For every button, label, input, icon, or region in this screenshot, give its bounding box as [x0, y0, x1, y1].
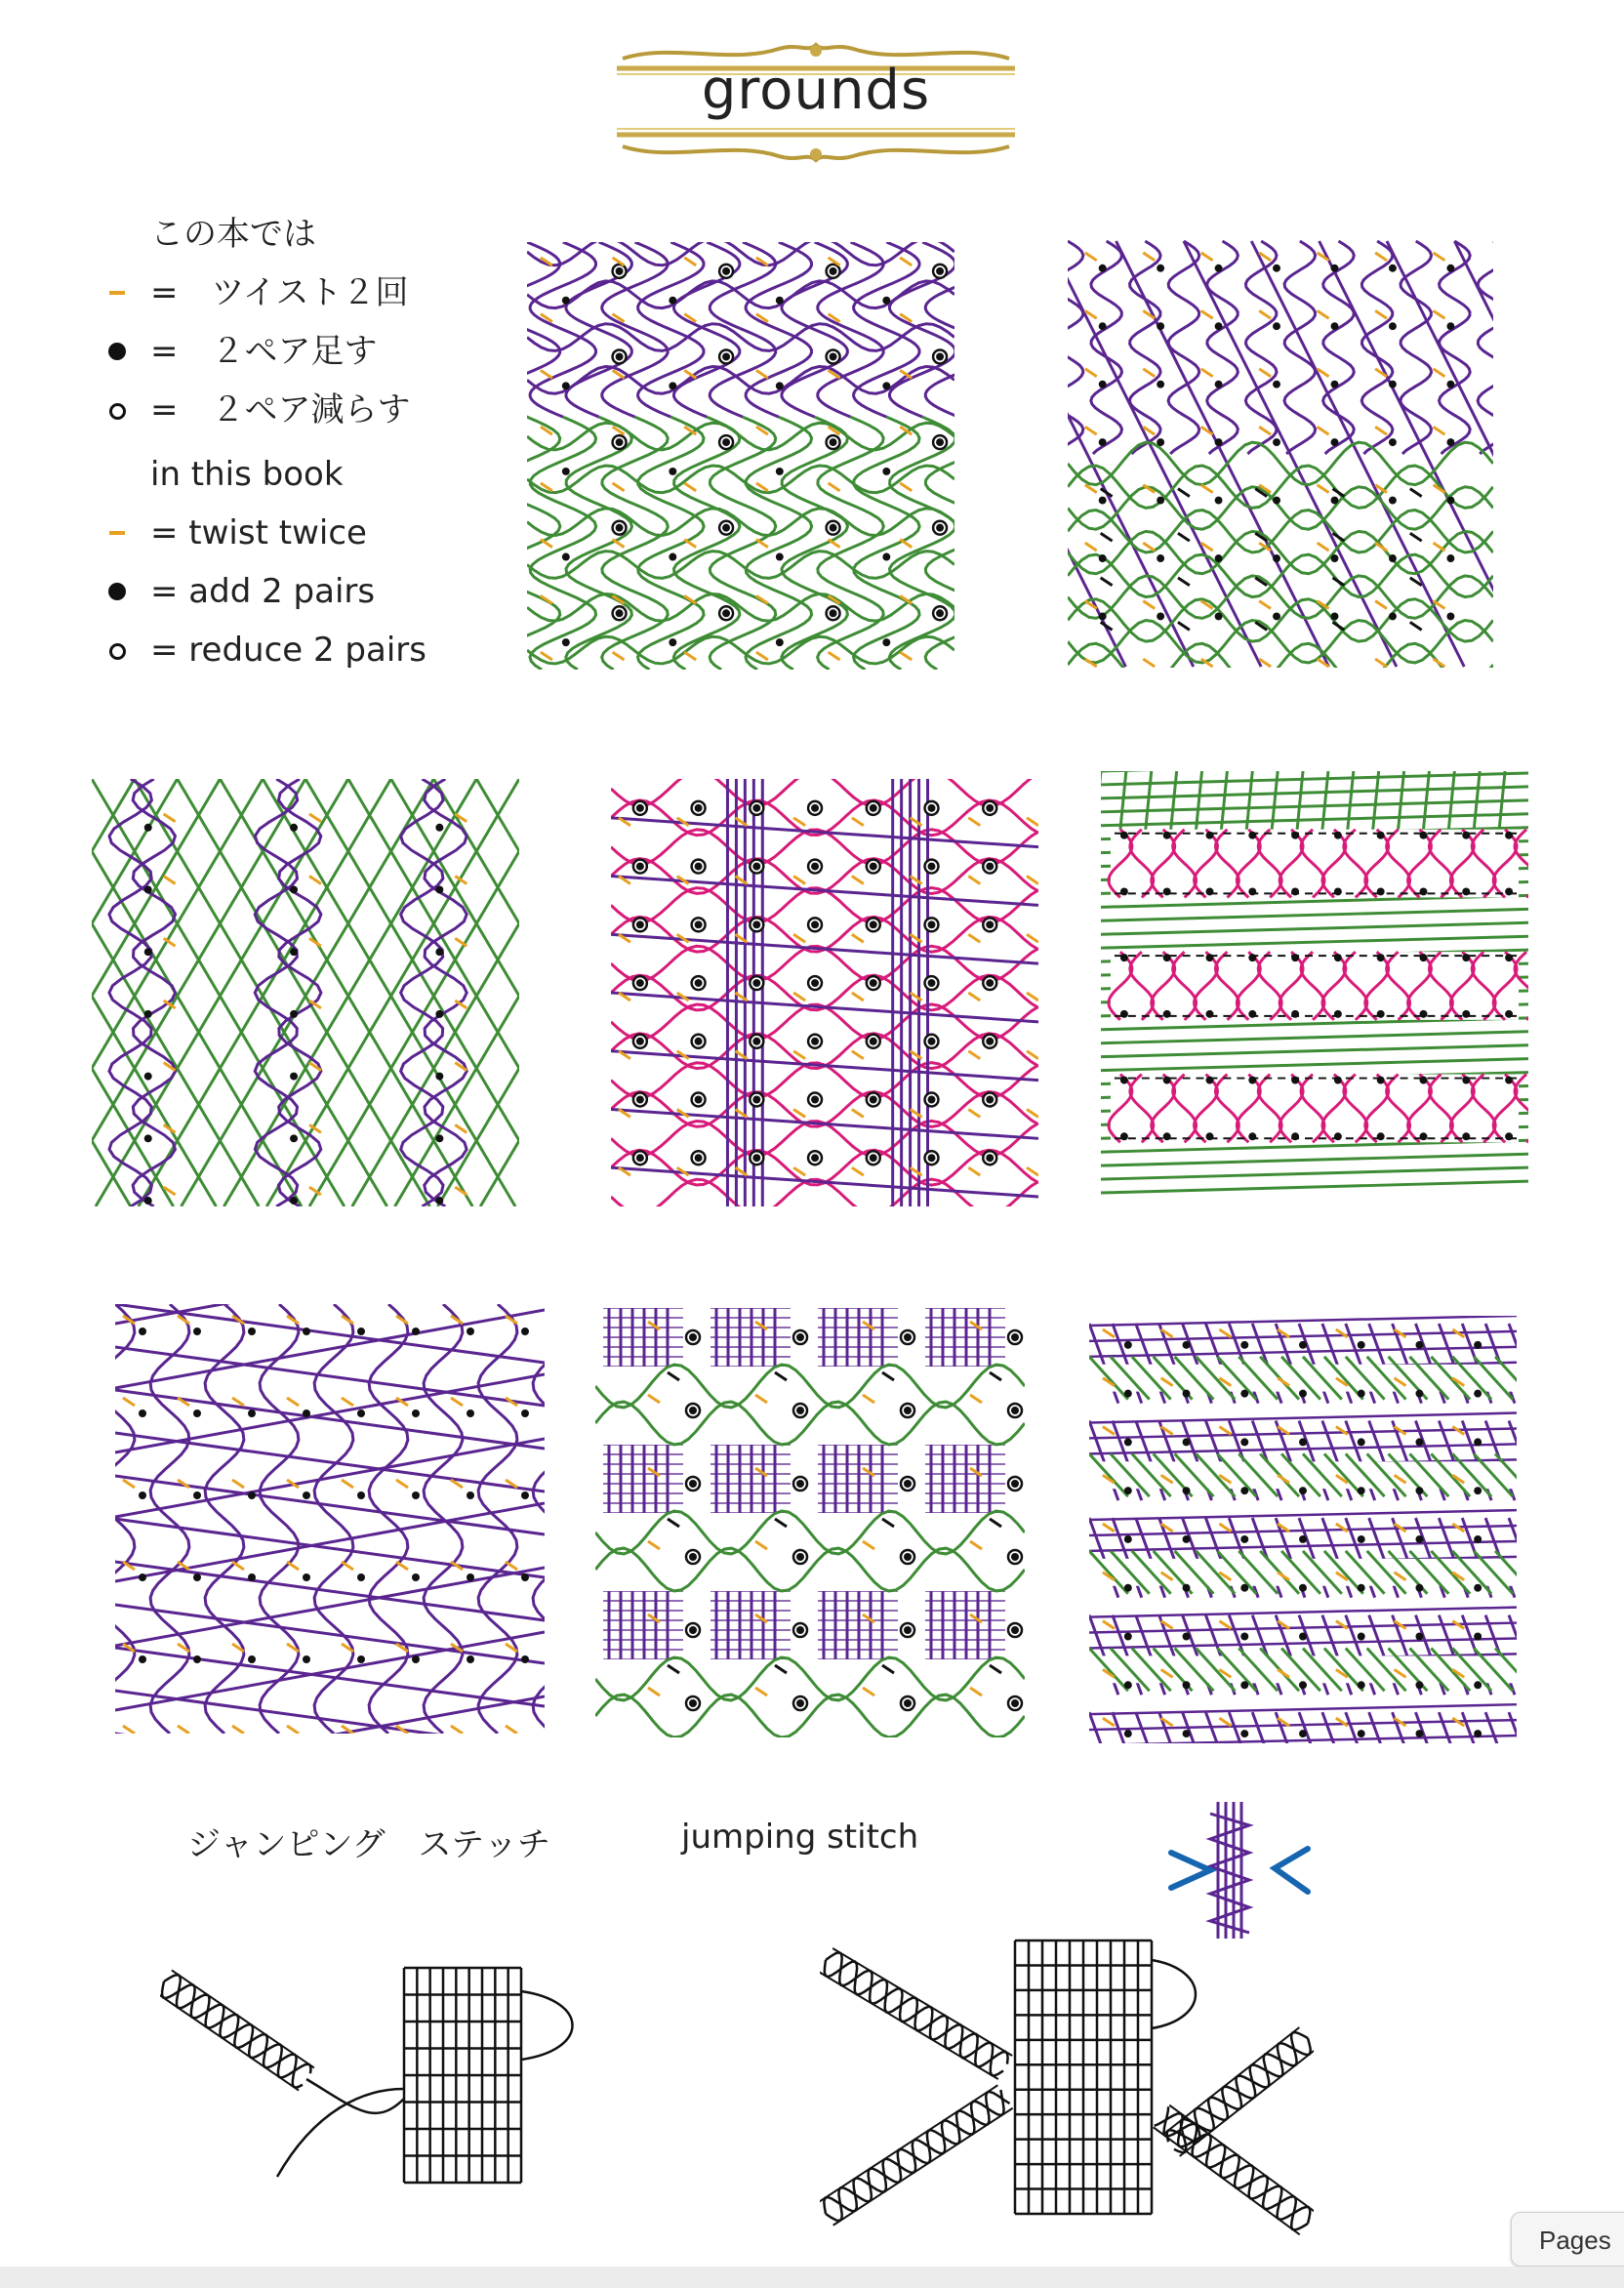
legend-text: = twist twice [150, 513, 367, 552]
title-banner [613, 39, 1019, 164]
legend-item [105, 322, 457, 381]
ground-pattern-5 [1101, 771, 1528, 1199]
open-dot-icon [105, 381, 129, 439]
legend-text: = add 2 pairs [150, 572, 376, 611]
ground-pattern-3 [92, 779, 519, 1206]
legend-item [105, 621, 457, 679]
twist-dash-icon [105, 504, 129, 562]
filled-dot-icon [105, 322, 129, 381]
jumping-stitch-label-ja: ジャンピング ステッチ [187, 1825, 550, 1864]
viewer-bottom-bar [0, 2267, 1624, 2288]
pages-button[interactable]: Pages [1511, 2212, 1624, 2267]
legend-item [105, 504, 457, 562]
legend-heading-ja: この本では [150, 215, 316, 254]
legend-item [105, 562, 457, 621]
legend-item [105, 381, 457, 439]
ground-pattern-2 [1068, 240, 1493, 668]
legend-heading-en: in this book [150, 455, 344, 494]
jumping-stitch-diagram-small [160, 1962, 586, 2196]
filled-dot-icon [105, 562, 129, 621]
legend-text: = ツイスト２回 [150, 273, 409, 312]
ground-pattern-8 [1089, 1316, 1517, 1743]
legend-text: = ２ペア足す [150, 332, 378, 371]
jumping-stitch-label-en: jumping stitch [681, 1818, 919, 1857]
legend-item [105, 264, 457, 322]
legend [105, 205, 457, 679]
page-title: grounds [701, 59, 931, 122]
ground-pattern-6 [115, 1304, 545, 1734]
ground-pattern-7 [595, 1308, 1025, 1737]
twist-dash-icon [105, 264, 129, 322]
ground-pattern-4 [611, 779, 1038, 1206]
legend-text: = reduce 2 pairs [150, 631, 426, 670]
ground-pattern-1 [527, 242, 954, 670]
open-dot-icon [105, 621, 129, 679]
legend-text: = ２ペア減らす [150, 390, 411, 429]
jumping-stitch-diagram-large [820, 1921, 1314, 2241]
